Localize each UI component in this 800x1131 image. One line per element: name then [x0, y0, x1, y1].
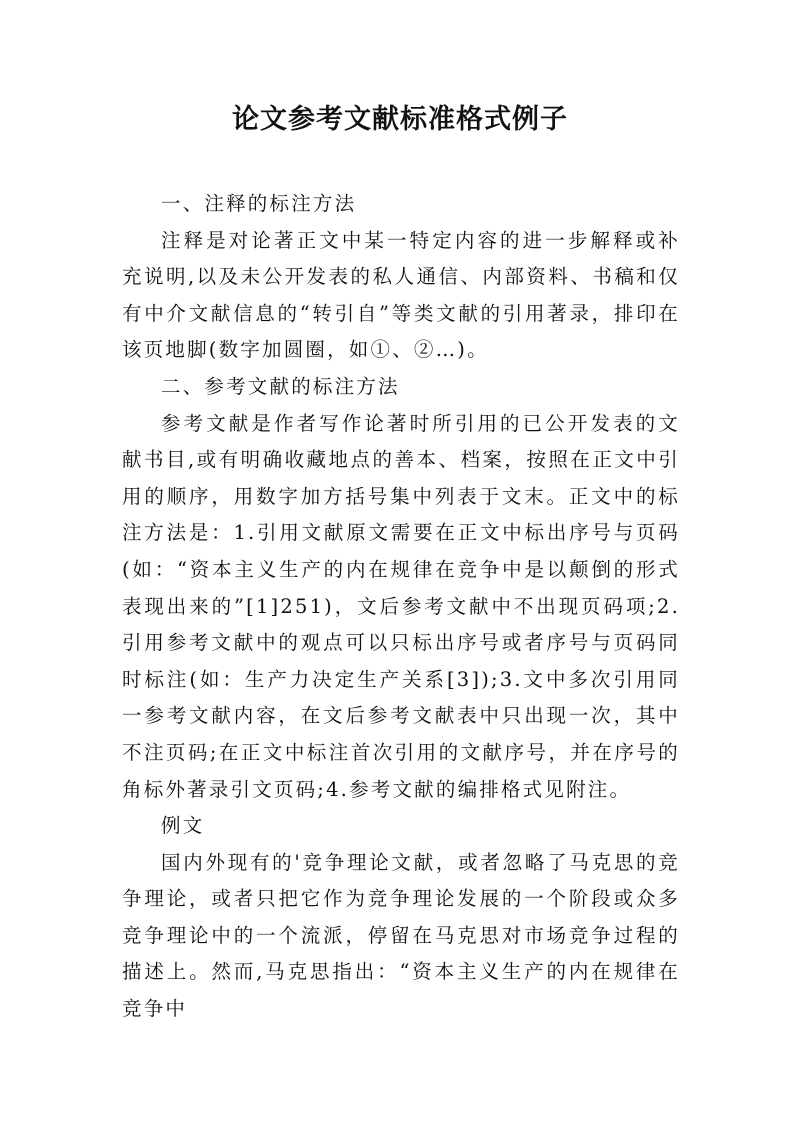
- section-heading-annotation: 一、注释的标注方法: [161, 192, 357, 215]
- example-heading: 例文: [161, 814, 205, 838]
- paragraph-annotation-method: 注释是对论著正文中某一特定内容的进一步解释或补充说明,以及未公开发表的私人通信、内部资料、书稿和仅有中介文献信息的“转引自”等类文献的引用著录，排印在该页地脚(数字加圆圈，如①、②…)。: [122, 228, 680, 362]
- paragraph-example: 国内外现有的'竞争理论文献，或者忽略了马克思的竞争理论，或者只把它作为竞争理论发展的一个阶段或众多竞争理论中的一个流派，停留在马克思对市场竞争过程的描述上。然而,马克思指出：“资本主义生产的内在规律在竞争中: [122, 850, 680, 1021]
- paragraph-references-method: 参考文献是作者写作论著时所引用的已公开发表的文献书目,或有明确收藏地点的善本、档案，按照在正文中引用的顺序，用数字加方括号集中列表于文末。正文中的标注方法是：1.引用文献原文需要在正文中标出序号与页码(如：“资本主义生产的内在规律在竞争中是以颠倒的形式表现出来的”[1]251)，文后参考文献中不出现页码项;2.引用参考文献中的观点可以只标出序号或者序号与页码同时标注(如：生产力决定生产关系[3]);3.文中多次引用同一参考文献内容，在文后参考文献表中只出现一次，其中不注页码;在正文中标注首次引用的文献序号，并在序号的角标外著录引文页码;4.参考文献的编排格式见附注。: [122, 411, 680, 801]
- section-heading-references: 二、参考文献的标注方法: [161, 374, 400, 398]
- document-body: [122, 186, 680, 1028]
- document-title: 论文参考文献标准格式例子: [232, 104, 568, 135]
